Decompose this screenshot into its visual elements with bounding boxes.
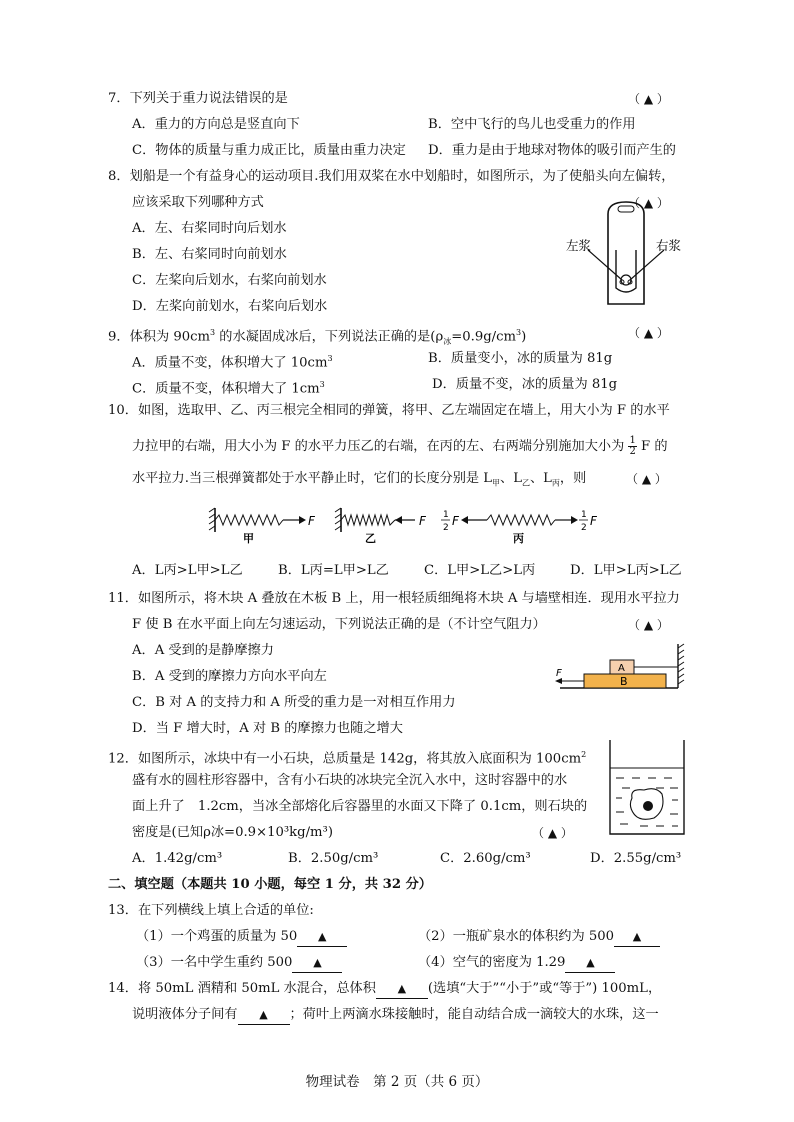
q10-fraction xyxy=(628,436,636,457)
q12-container-figure xyxy=(600,738,692,838)
q9-option-c xyxy=(132,376,325,398)
q10-line3-text: 水平拉力.当三根弹簧都处于水平静止时，它们的长度分别是 L xyxy=(132,471,493,486)
q14-line1 xyxy=(108,980,661,999)
board-B-label: B xyxy=(620,675,628,688)
q10-sep2: 、L xyxy=(529,471,552,486)
wall-hatch-jia xyxy=(209,508,215,530)
q12-option-b: B．2.50g/cm³ xyxy=(288,851,379,866)
q11-option-a: A．A 受到的是静摩擦力 xyxy=(132,643,274,658)
q13-blank1[interactable] xyxy=(297,928,347,947)
q12-option-d: D．2.55g/cm³ xyxy=(590,851,682,866)
arrowhead-bing-right xyxy=(571,516,578,524)
q7-answer-mark: （ ▲ ） xyxy=(628,92,669,106)
boat-bow xyxy=(618,206,634,212)
arrowhead-yi xyxy=(395,516,402,524)
right-oar-label: 右浆 xyxy=(656,238,682,253)
arrowhead-bing-left xyxy=(461,516,468,524)
page-footer: 物理试卷 第 2 页（共 6 页） xyxy=(305,1074,489,1090)
q10-sub-bing: 丙 xyxy=(551,478,560,488)
q9-stem-sub: 冰 xyxy=(443,337,452,347)
q13-stem: 13．在下列横线上填上合适的单位: xyxy=(108,903,314,918)
q9-option-c-text: C．质量不变，体积增大了 1cm xyxy=(132,381,320,397)
bing-left-F: F xyxy=(452,514,459,528)
q14-line1-text-b: (选填“大于”“小于”或“等于”) 100mL， xyxy=(427,981,662,996)
q10-option-c: C．L甲>L乙>L丙 xyxy=(424,563,536,578)
spring-yi xyxy=(335,508,427,545)
q11-answer-mark: （ ▲ ） xyxy=(628,618,669,632)
q7-stem: 7．下列关于重力说法错误的是 xyxy=(108,91,288,106)
spring-bing xyxy=(441,510,598,545)
bing-left-frac-den: 2 xyxy=(443,523,449,533)
q9-option-b: B．质量变小，冰的质量为 81g xyxy=(428,351,613,366)
bing-right-frac-den: 2 xyxy=(581,523,587,533)
q10-line2-text: 力拉甲的右端，用大小为 F 的水平力压乙的右端，在丙的左、右两端分别施加大小为 xyxy=(132,439,625,454)
q11-wall-hatch xyxy=(678,644,684,684)
q8-option-c: C．左桨向后划水，右桨向前划水 xyxy=(132,273,327,288)
q11-line1: 11．如图所示，将木块 A 叠放在木板 B 上，用一根轻质细绳将木块 A 与墙壁相连．现用水平拉力 xyxy=(108,591,680,606)
q14-blank1[interactable] xyxy=(376,980,428,999)
q12-line1-sup: 2 xyxy=(581,750,587,759)
q13-item1-text: （1）一个鸡蛋的质量为 50 xyxy=(136,929,298,944)
q8-answer-mark: （ ▲ ） xyxy=(628,196,669,210)
q9-option-c-sup: 3 xyxy=(319,380,325,389)
q13-item2-text: （2）一瓶矿泉水的体积约为 500 xyxy=(418,929,615,944)
q13-blank3-mark: ▲ xyxy=(313,956,322,969)
q12-line4: 密度是(已知ρ冰=0.9×10³kg/m³) xyxy=(132,825,333,840)
q13-blank4-mark: ▲ xyxy=(586,956,595,969)
q10-line3-end: ，则 xyxy=(559,471,587,486)
q10-option-b: B．L丙=L甲>L乙 xyxy=(278,563,389,578)
section2-title: 二、填空题（本题共 10 小题，每空 1 分，共 32 分） xyxy=(108,877,432,892)
q10-line2 xyxy=(132,436,668,457)
q13-item4-text: （4）空气的密度为 1.29 xyxy=(418,955,566,970)
q9-stem-sup: 3 xyxy=(210,328,216,337)
block-A-label: A xyxy=(618,663,625,674)
q10-sub-jia: 甲 xyxy=(492,478,501,488)
q8-option-b: B．左、右桨同时向前划水 xyxy=(132,247,287,262)
q7-option-a: A．重力的方向总是竖直向下 xyxy=(132,117,300,132)
q13-item4 xyxy=(418,954,615,973)
bing-right-frac-num: 1 xyxy=(581,510,587,520)
boat-outline xyxy=(608,202,644,304)
q11-blocks-figure xyxy=(550,640,690,692)
q10-answer-mark: （ ▲ ） xyxy=(626,472,667,486)
left-oar xyxy=(588,250,622,280)
q9-option-a-text: A．质量不变，体积增大了 10cm xyxy=(132,355,328,371)
q14-blank1-mark: ▲ xyxy=(397,982,407,995)
q8-stem-line2: 应该采取下列哪种方式 xyxy=(132,195,264,210)
q9-stem-d: ) xyxy=(521,329,527,345)
q8-option-a: A．左、右桨同时向后划水 xyxy=(132,221,287,236)
q13-item3-text: （3）一名中学生重约 500 xyxy=(136,955,293,970)
q9-stem-c: =0.9g/cm xyxy=(451,329,517,345)
q10-sub-yi: 乙 xyxy=(521,478,530,488)
q10-option-a: A．L丙>L甲>L乙 xyxy=(132,563,243,578)
q10-line1: 10．如图，选取甲、乙、丙三根完全相同的弹簧，将甲、乙左端固定在墙上，用大小为 F 的水平 xyxy=(108,403,670,418)
q13-blank2[interactable] xyxy=(614,928,660,947)
q12-line1 xyxy=(108,746,586,768)
left-oar-label: 左浆 xyxy=(566,238,592,253)
q10-option-d: D．L甲>L丙>L乙 xyxy=(570,563,682,578)
coil-yi xyxy=(341,515,395,525)
q12-line2: 盛有水的圆柱形容器中，含有小石块的冰块完全沉入水中，这时容器中的水 xyxy=(132,773,568,788)
right-oar xyxy=(630,250,664,280)
spring-jia xyxy=(209,508,316,545)
arrowhead-jia xyxy=(299,516,306,524)
q14-blank2-mark: ▲ xyxy=(259,1008,268,1021)
q7-option-c: C．物体的质量与重力成正比，质量由重力决定 xyxy=(132,143,406,158)
q9-stem xyxy=(108,324,526,351)
q14-blank2[interactable] xyxy=(238,1006,290,1025)
q13-blank2-mark: ▲ xyxy=(632,930,642,943)
label-yi: 乙 xyxy=(365,532,376,545)
q7-option-b: B．空中飞行的鸟儿也受重力的作用 xyxy=(428,117,636,132)
q14-line1-text-a: 14．将 50mL 酒精和 50mL 水混合，总体积 xyxy=(108,981,376,996)
q11-force-label: F xyxy=(556,668,562,679)
q11-option-c: C．B 对 A 的支持力和 A 所受的重力是一对相互作用力 xyxy=(132,695,456,710)
q14-line2 xyxy=(132,1006,659,1025)
q10-fraction-num: 1 xyxy=(629,435,636,446)
label-bing: 丙 xyxy=(513,532,524,545)
q9-stem-a: 9．体积为 90cm xyxy=(108,329,211,345)
coil-bing xyxy=(487,515,555,525)
q11-line2: F 使 B 在水平面上向左匀速运动，下列说法正确的是（不计空气阻力） xyxy=(132,617,546,632)
q10-line3 xyxy=(132,470,586,493)
q10-sep1: 、L xyxy=(500,471,522,486)
q12-line1-text: 12．如图所示，冰块中有一小石块，总质量是 142g，将其放入底面积为 100cm xyxy=(108,751,582,767)
q11-option-b: B．A 受到的摩擦力方向水平向左 xyxy=(132,669,327,684)
label-jia: 甲 xyxy=(243,532,254,545)
q13-blank1-mark: ▲ xyxy=(318,930,327,943)
q10-line2-end: F 的 xyxy=(636,439,668,454)
q7-option-d: D．重力是由于地球对物体的吸引而产生的 xyxy=(428,143,676,158)
q11-option-d: D．当 F 增大时，A 对 B 的摩擦力也随之增大 xyxy=(132,721,403,736)
q12-line3: 面上升了 1.2cm，当冰全部熔化后容器里的水面又下降了 0.1cm，则石块的 xyxy=(132,799,588,814)
q9-option-d: D．质量不变，冰的质量为 81g xyxy=(432,377,618,392)
q10-springs-figure xyxy=(205,504,605,546)
boat-seat xyxy=(616,250,636,292)
q9-stem-sup2: 3 xyxy=(516,328,522,337)
q13-item1 xyxy=(136,928,347,947)
q14-line2-text-a: 说明液体分子间有 xyxy=(132,1007,238,1022)
q12-option-c: C．2.60g/cm³ xyxy=(440,851,531,866)
q14-line2-text-b: ；荷叶上两滴水珠接触时，能自动结合成一滴较大的水珠，这一 xyxy=(289,1007,659,1022)
q12-option-a: A．1.42g/cm³ xyxy=(132,851,223,866)
q9-answer-mark: （ ▲ ） xyxy=(628,326,669,340)
bing-left-frac-num: 1 xyxy=(443,510,449,520)
q9-stem-b: 的水凝固成冰后，下列说法正确的是(ρ xyxy=(215,329,444,345)
q8-option-d: D．左桨向前划水，右桨向后划水 xyxy=(132,299,328,314)
q13-item3 xyxy=(136,954,342,973)
stone xyxy=(643,801,653,811)
coil-jia xyxy=(215,515,283,525)
q10-fraction-den: 2 xyxy=(629,446,636,457)
q8-boat-figure xyxy=(560,200,700,310)
q12-container xyxy=(610,740,684,834)
force-label-jia: F xyxy=(308,514,315,528)
q9-option-a-sup: 3 xyxy=(327,354,333,363)
q12-answer-mark: （ ▲ ） xyxy=(532,826,573,840)
q13-blank4[interactable] xyxy=(565,954,615,973)
q13-item2 xyxy=(418,928,660,947)
force-label-yi: F xyxy=(419,514,426,528)
wall-hatch-yi xyxy=(335,508,341,530)
q13-blank3[interactable] xyxy=(292,954,342,973)
bing-right-F: F xyxy=(590,514,597,528)
q9-option-a xyxy=(132,350,333,372)
q8-stem-line1: 8．划船是一个有益身心的运动项目.我们用双桨在水中划船时，如图所示，为了使船头向左偏转， xyxy=(108,169,675,184)
